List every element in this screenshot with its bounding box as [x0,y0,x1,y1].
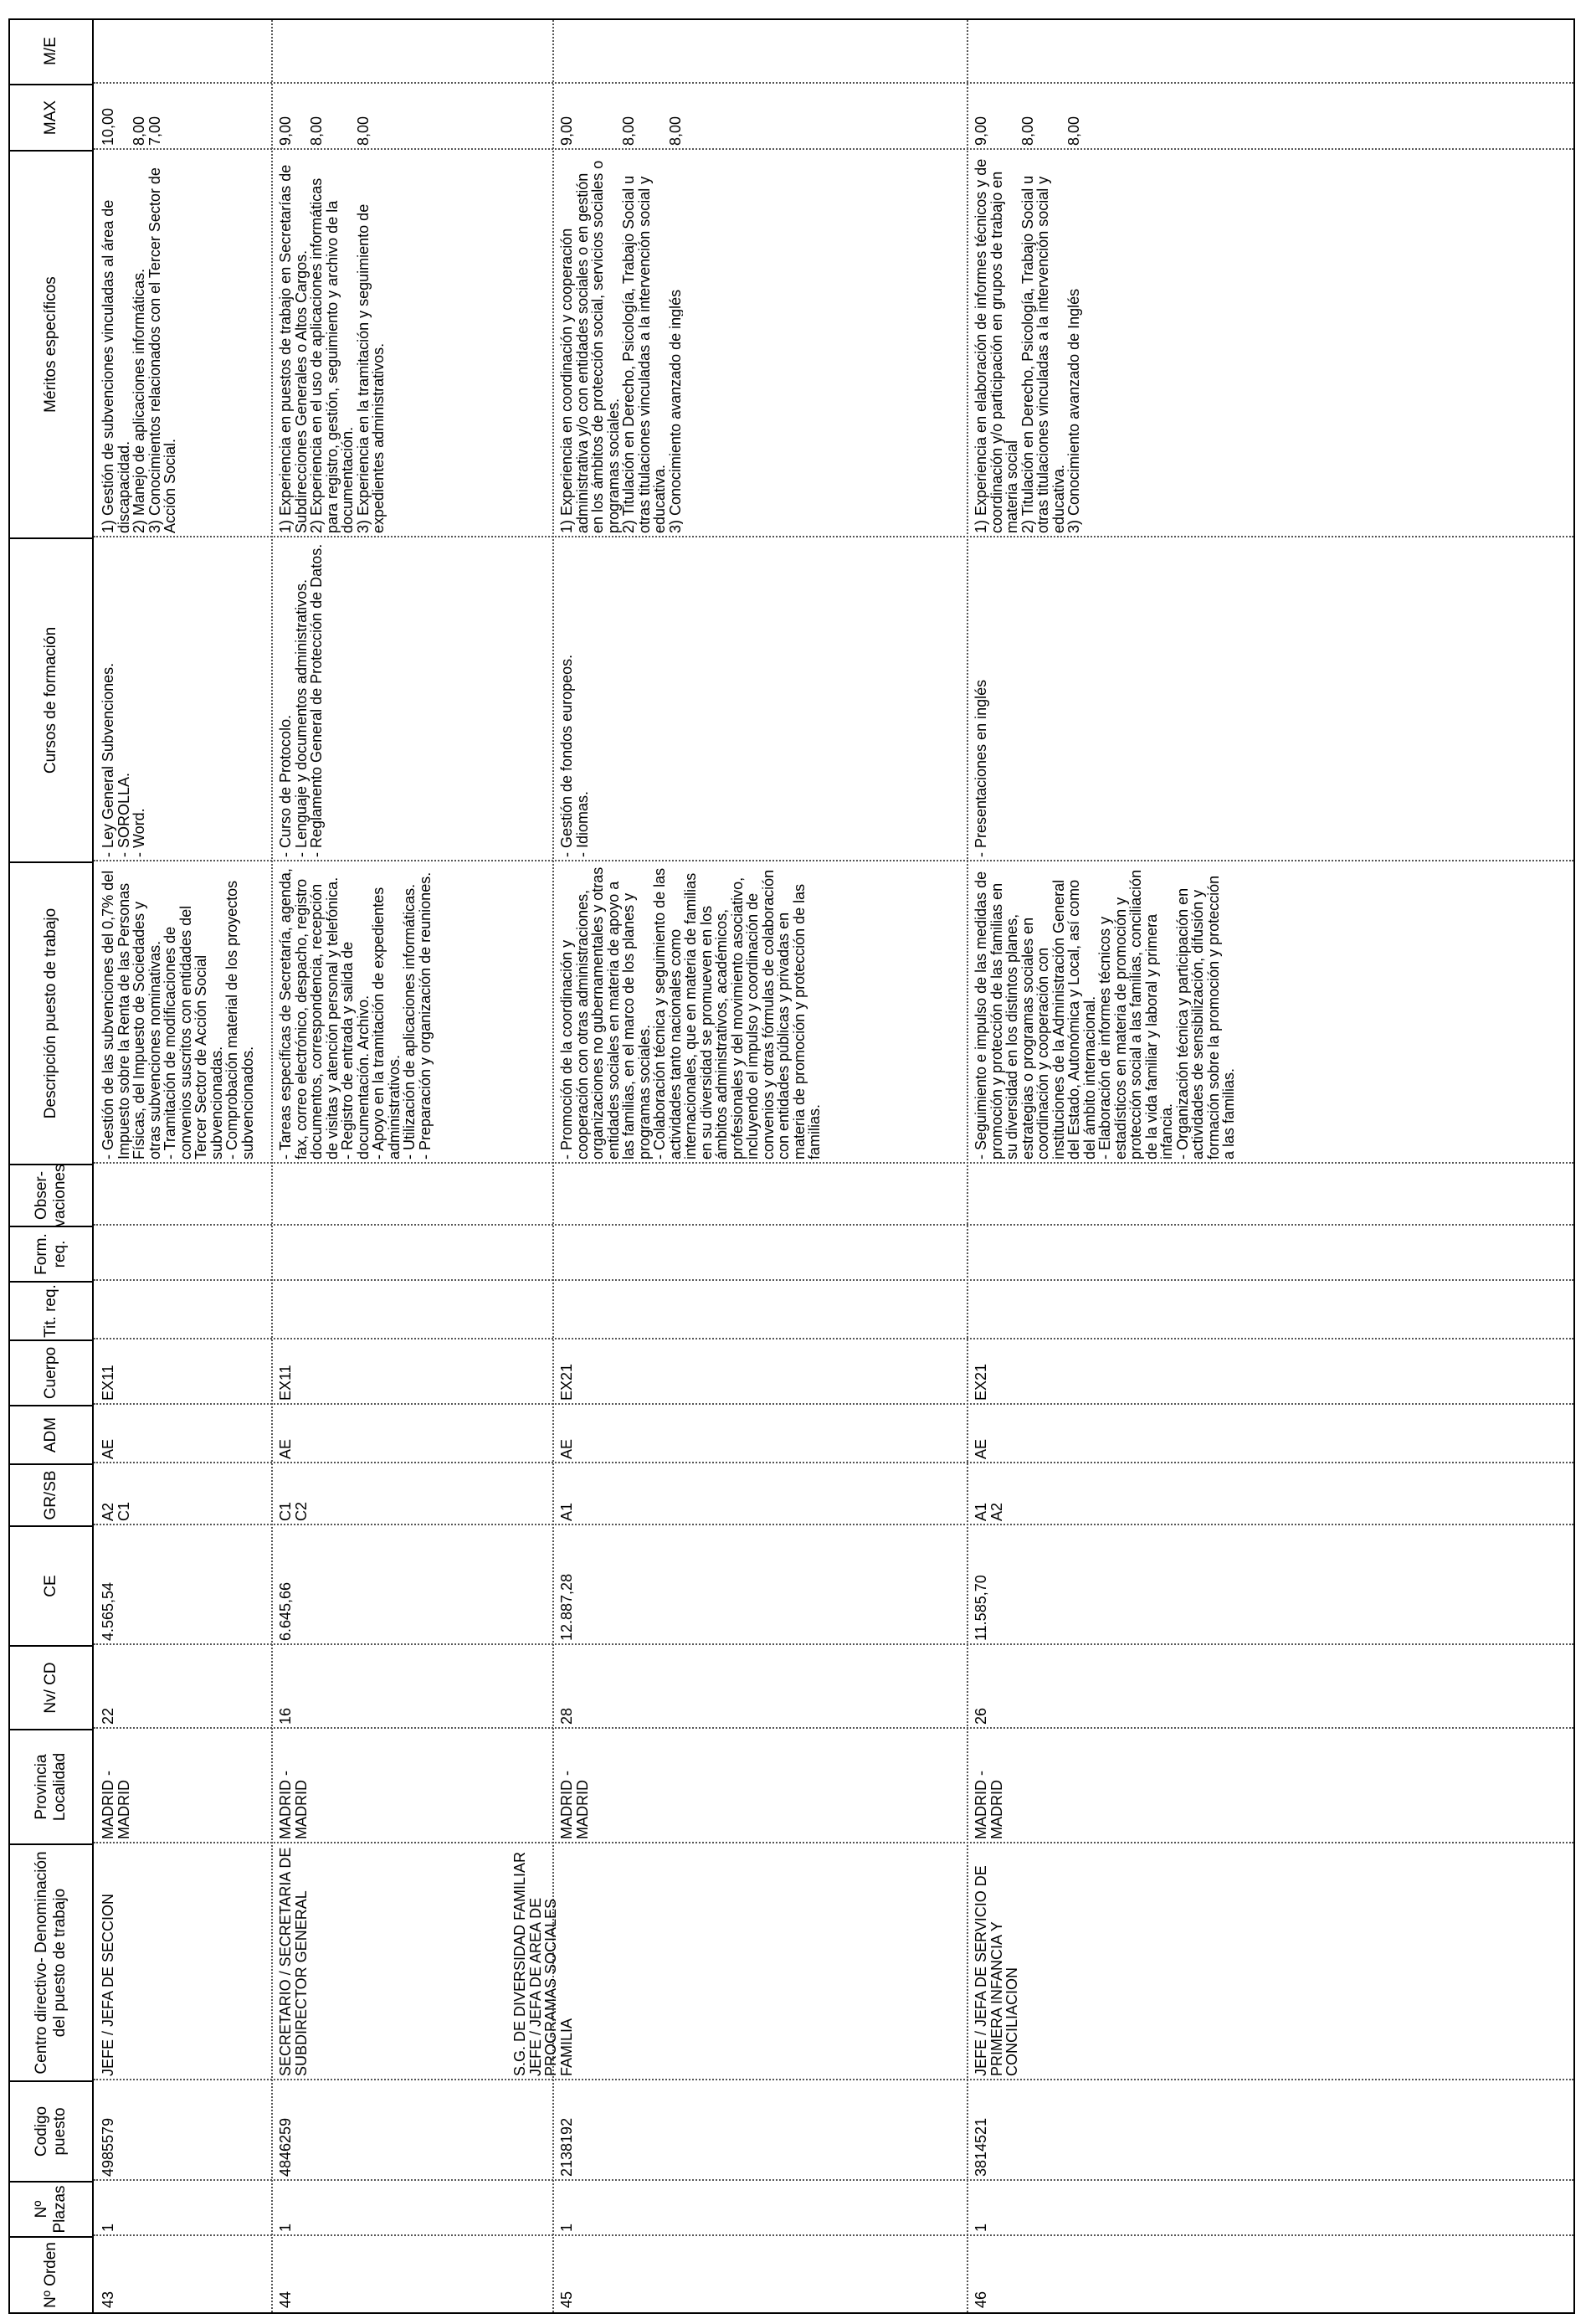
provincia-cell: MADRID - MADRID [277,1771,309,1839]
column-divider [94,1842,1573,1843]
descripcion-cell: - Tareas específicas de Secretaría, agenda, fax, correo electrónico, despacho, registro documentos, correspondencia, recepción de visitas y atención personal y telefónica. - Registro de entrada y salida de documentación. Archivo. - Apoyo en la tramitación de expedientes administrativos. - Utilización de aplicaciones informáticas. - Preparación y organización de reuniones. [277,868,434,1159]
centro-cell: SECRETARIO / SECRETARIA DE SUBDIRECTOR GENERAL [277,1847,309,2076]
descripcion-cell: - Gestión de las subvenciones del 0,7% del Impuesto sobre la Renta de las Personas Físicas, del Impuesto de Sociedades y otras subvenciones nominativas. - Tramitación de modificaciones de convenios suscritos con entidades del Tercer Sector de Acción Social subvencionadas. - Comprobación material de los proyectos subvencionados. [100,870,256,1159]
meritos-cell: 1) Experiencia en puestos de trabajo en Secretarías de Subdirecciones Generales o Altos Cargos. 2) Experiencia en el uso de aplicaciones informáticas para registro, gestión, seguimiento y archivo de la documentación. 3) Experiencia en la tramitación y seguimiento de expedientes administrativos. [277,164,387,533]
header-codigo: Codigo puesto [10,2080,94,2181]
descripcion-cell: - Seguimiento e impulso de las medidas de promoción y protección de las familias en su diversidad en los distintos planes, estrategias o programas sociales en coordinación y cooperación con instituciones de la Administración General del Estado, Autonómica y Local, así como del ámbito internacional. - Elaboración de informes técnicos y estadísticos en materia de promoción y protección social a las familias, conciliación de la vida familiar y laboral y primera infancia. - Organización técnica y participación en actividades de sensibilización, difusión y formación sobre la promoción y protección a las familias. [973,869,1237,1159]
header-me: M/E [10,18,94,84]
orden-cell: 46 [973,2291,989,2308]
column-divider [94,2234,1573,2236]
provincia-cell: MADRID - MADRID [973,1771,1004,1839]
column-divider [94,1279,1573,1281]
grsb-cell: A1 [558,1502,575,1521]
grsb-cell: C1 C2 [277,1501,309,1521]
cuerpo-cell: EX11 [277,1365,294,1401]
column-divider [94,1224,1573,1226]
header-orden: Nº Orden [10,2236,94,2312]
header-centro: Centro directivo- Denominación del puesto de trabajo [10,1843,94,2080]
column-divider [94,1338,1573,1339]
provincia-cell: MADRID - MADRID [558,1771,590,1839]
nivel-cell: 28 [558,1707,575,1725]
meritos-cell: 1) Experiencia en elaboración de informes técnicos y de coordinación y/o participación en grupos de trabajo en materia social 2) Titulación en Derecho, Psicología, Trabajo Social u otras titulaciones vinculadas a la intervención social y educativa. 3) Conocimiento avanzado de Inglés [973,158,1082,533]
adm-cell: AE [100,1438,116,1459]
header-provincia: Provincia Localidad [10,1729,94,1843]
adm-cell: AE [277,1438,294,1459]
centro-cell: JEFE / JEFA DE SERVICIO DE PRIMERA INFANCIA Y CONCILIACION [973,1865,1020,2076]
row-divider [271,20,273,2312]
header-meritos: Méritos específicos [10,150,94,537]
max-cell: 9,00 8,00 8,00 [973,116,1082,146]
column-divider [94,1403,1573,1405]
row-divider [967,20,968,2312]
header-adm: ADM [10,1405,94,1463]
ce-cell: 6.645,66 [277,1581,294,1641]
adm-cell: AE [973,1438,989,1459]
header-max: MAX [10,84,94,150]
ce-cell: 11.585,70 [973,1575,989,1641]
nivel-cell: 22 [100,1707,116,1725]
plazas-cell: 1 [100,2223,116,2232]
grsb-cell: A1 A2 [973,1502,1004,1521]
header-plazas: Nº Plazas [10,2181,94,2236]
cursos-cell: - Gestión de fondos europeos. - Idiomas. [558,654,590,857]
codigo-cell: 2138192 [558,2117,575,2177]
column-divider [94,1462,1573,1463]
max-cell: 9,00 8,00 8,00 [558,116,683,146]
header-titulacion: Tit. req. [10,1281,94,1339]
plazas-cell: 1 [277,2223,294,2232]
cursos-cell: - Ley General Subvenciones. - SOROLLA. - Word. [100,662,147,857]
column-divider [94,2079,1573,2080]
adm-cell: AE [558,1438,575,1459]
nivel-cell: 26 [973,1707,989,1725]
column-divider [94,1727,1573,1729]
max-cell: 10,00 8,00 7,00 [100,107,162,146]
grsb-cell: A2 C1 [100,1501,131,1521]
cuerpo-cell: EX21 [558,1363,575,1401]
meritos-cell: 1) Gestión de subvenciones vinculadas al área de discapacidad. 2) Manejo de aplicaciones informáticas. 3) Conocimientos relacionados con el Tercer Sector de Acción Social. [100,167,178,533]
positions-table [8,18,1575,2314]
header-descripcion: Descripción puesto de trabajo [10,861,94,1164]
meritos-cell: 1) Experiencia en coordinación y cooperación administrativa y/o con entidades sociales o en gestión en los ámbitos de protección social, servicios sociales o programas sociales. 2) Titulación en Derecho, Psicología, Trabajo Social u otras titulaciones vinculadas a la intervención social y educativa. 3) Conocimiento avanzado de inglés [558,160,683,533]
header-cursos: Cursos de formación [10,537,94,861]
cuerpo-cell: EX11 [100,1365,116,1401]
codigo-cell: 3814521 [973,2117,989,2177]
orden-cell: 43 [100,2291,116,2308]
centro-cell: JEFE / JEFA DE SECCION [100,1893,116,2076]
provincia-cell: MADRID - MADRID [100,1771,131,1839]
nivel-cell: 16 [277,1707,294,1725]
codigo-cell: 4985579 [100,2117,116,2177]
orden-cell: 45 [558,2291,575,2308]
column-divider [94,2179,1573,2181]
plazas-cell: 1 [558,2223,575,2232]
column-divider [94,1524,1573,1525]
header-nivel: Nv/ CD [10,1645,94,1729]
header-observaciones: Obser- vaciones [10,1164,94,1226]
cuerpo-cell: EX21 [973,1363,989,1401]
header-formacion: Form. req. [10,1226,94,1281]
header-cuerpo: Cuerpo [10,1339,94,1405]
orden-cell: 44 [277,2291,294,2308]
header-grsb: GR/SB [10,1463,94,1525]
descripcion-cell: - Promoción de la coordinación y cooperación con otras administraciones, organizaciones no gubernamentales y otras entidades sociales en materia de apoyo a las familias, en el marco de los planes y programas sociales. - Colaboración técnica y seguimiento de las actividades tanto nacionales como internacionales, que en materia de familias en su diversidad se promueven en los ámbitos administrativos, académicos, profesionales y del movimiento asociativo, incluyendo el impulso y coordinación de convenios y otras fórmulas de colaboración con entidades públicas y privadas en materia de promoción y protección de las familias. [558,866,823,1159]
plazas-cell: 1 [973,2223,989,2232]
max-cell: 9,00 8,00 8,00 [277,116,371,146]
ce-cell: 4.565,54 [100,1581,116,1641]
centro-cell: S.G. DE DIVERSIDAD FAMILIAR JEFE / JEFA DE AREA DE PROGRAMAS SOCIALES FAMILIA [511,1851,574,2076]
column-divider [94,1643,1573,1645]
codigo-cell: 4846259 [277,2117,294,2177]
ce-cell: 12.887,28 [558,1573,575,1641]
cursos-cell: - Presentaciones en inglés [973,679,989,857]
header-ce: CE [10,1525,94,1645]
cursos-cell: - Curso de Protocolo. - Lenguaje y documentos administrativos. - Reglamento General de Protección de Datos. [277,543,325,857]
